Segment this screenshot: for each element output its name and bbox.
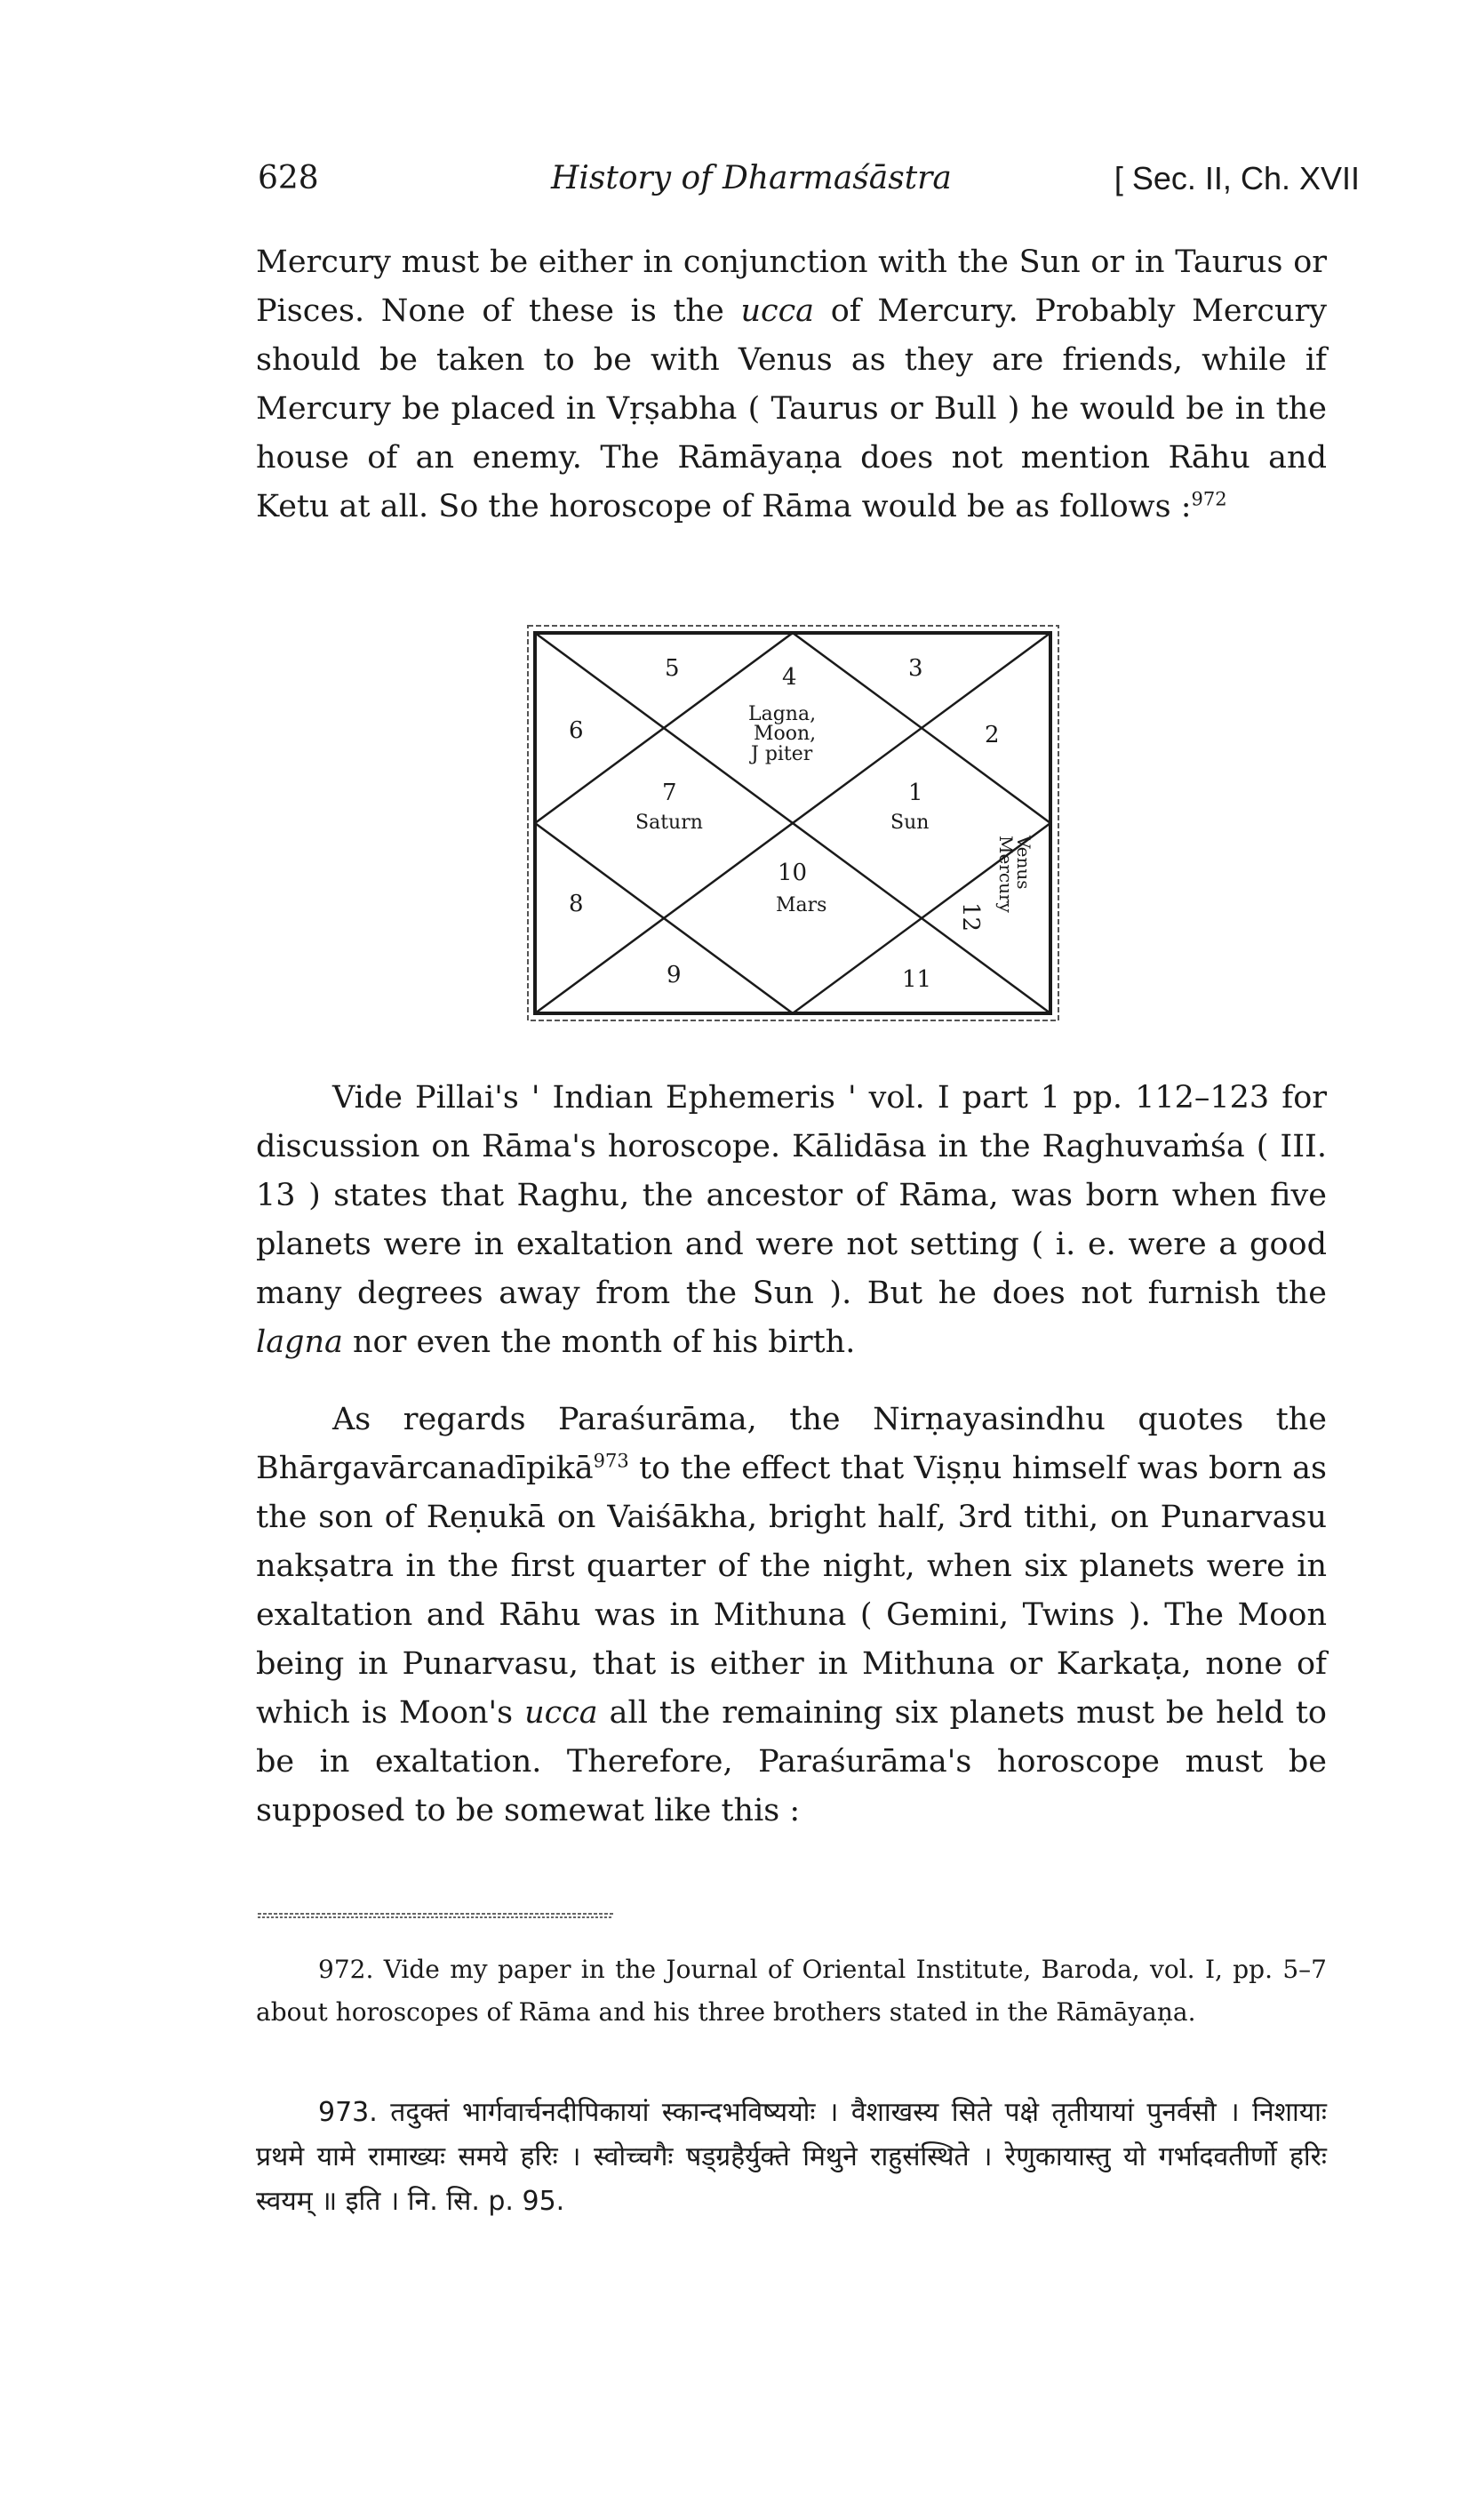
- paragraph-parasurama: As regards Paraśurāma, the Nirṇayasindhu quotes the Bhārgavārcanadīpikā$^{973}$ to the effect that Viṣṇu himself was born as the son of Reṇukā on Vaiśākha, bright half, 3rd tithi, on Punarvasu nakṣatra in the first quarter of the night, when six planets were in exaltation and Rāhu was in Mithuna ( Gemini, Twins ). The Moon being in Punarvasu, that is either in Mithuna or Karkaṭa, none of which is Moon's ucca all the remaining six planets must be held to be in exaltation. Therefore, Paraśurāma's horoscope must be supposed to be somewat like this :: [256, 1402, 1327, 1828]
- house-4-planet-moon: Moon,: [754, 723, 817, 745]
- house-number-8: 8: [569, 891, 584, 917]
- paragraph-mercury: Mercury must be either in conjunction with the Sun or in Taurus or Pisces. None of these is the ucca of Mercury. Probably Mercury should be taken to be with Venus as they are friends, while if Mercury be placed in Vṛṣabha ( Taurus or Bull ) he would be in the house of an enemy. The Rāmāyaṇa does not mention Rāhu and Ketu at all. So the horoscope of Rāma would be as follows :$^{972}$: [256, 244, 1328, 524]
- house-4-planet-lagna: Lagna,: [748, 703, 817, 725]
- paragraph-rama-horoscope: Vide Pillai's ' Indian Ephemeris ' vol. I part 1 pp. 112–123 for discussion on Rāma's horoscope. Kālidāsa in the Raghuvaṁśa ( III. 13 ) states that Raghu, the ancestor of Rāma, was born when five planets were in exaltation and were not setting ( i. e. were a good many degrees away from the Sun ). But he does not furnish the lagna nor even the month of his birth.: [256, 1080, 1327, 1360]
- footnote-rule: [258, 1911, 613, 1920]
- house-1-planet-sun: Sun: [890, 812, 930, 834]
- house-number-2: 2: [985, 722, 1000, 748]
- house-4-planet-jupiter: J piter: [751, 743, 813, 765]
- footnote-972: 972. Vide my paper in the Journal of Oriental Institute, Baroda, vol. I, pp. 5–7 about horoscopes of Rāma and his three brothers stated in the Rāmāyaṇa.: [256, 1955, 1327, 2027]
- house-12-planet-mercury: Mercury: [995, 836, 1017, 913]
- page-number: 628: [258, 160, 319, 196]
- house-number-3: 3: [908, 655, 923, 682]
- house-number-10: 10: [778, 860, 808, 886]
- running-title: History of Dharmaśāstra: [551, 160, 952, 196]
- footnote-973: 973. तदुक्तं भार्गवार्चनदीपिकायां स्कान्दभविष्ययोः । वैशाखस्य सिते पक्षे तृतीयायां पुनर्वसौ । निशायाः प्रथमे यामे रामाख्यः समये हरिः । स्वोच्चगैः षड्ग्रहैर्युक्ते मिथुने राहुसंस्थिते । रेणुकायास्तु यो गर्भादवतीर्णो हरिः स्वयम् ॥ इति । नि. सि. p. 95.: [256, 2097, 1327, 2217]
- section-label: [ Sec. II, Ch. XVII: [1114, 160, 1360, 196]
- page-header: [258, 160, 1360, 213]
- emphasis-ucca-2: ucca: [524, 1695, 598, 1731]
- house-number-12: 12: [957, 902, 984, 932]
- horoscope-chart-svg: [524, 622, 1062, 1024]
- house-number-11: 11: [902, 966, 932, 993]
- house-number-9: 9: [667, 962, 682, 988]
- house-number-7: 7: [662, 780, 677, 806]
- emphasis-lagna: lagna: [256, 1324, 343, 1360]
- footnote-ref-972: 972: [1191, 488, 1227, 510]
- horoscope-chart: [524, 622, 1062, 1024]
- emphasis-ucca: ucca: [740, 293, 815, 329]
- house-10-planet-mars: Mars: [776, 894, 827, 916]
- house-7-planet-saturn: Saturn: [635, 812, 703, 834]
- house-number-4: 4: [782, 664, 797, 691]
- house-number-1: 1: [908, 780, 923, 806]
- house-number-6: 6: [569, 717, 584, 744]
- footnote-ref-973: 973: [593, 1450, 629, 1472]
- house-12-planet-venus: Venus: [1013, 836, 1034, 890]
- house-number-5: 5: [665, 655, 680, 682]
